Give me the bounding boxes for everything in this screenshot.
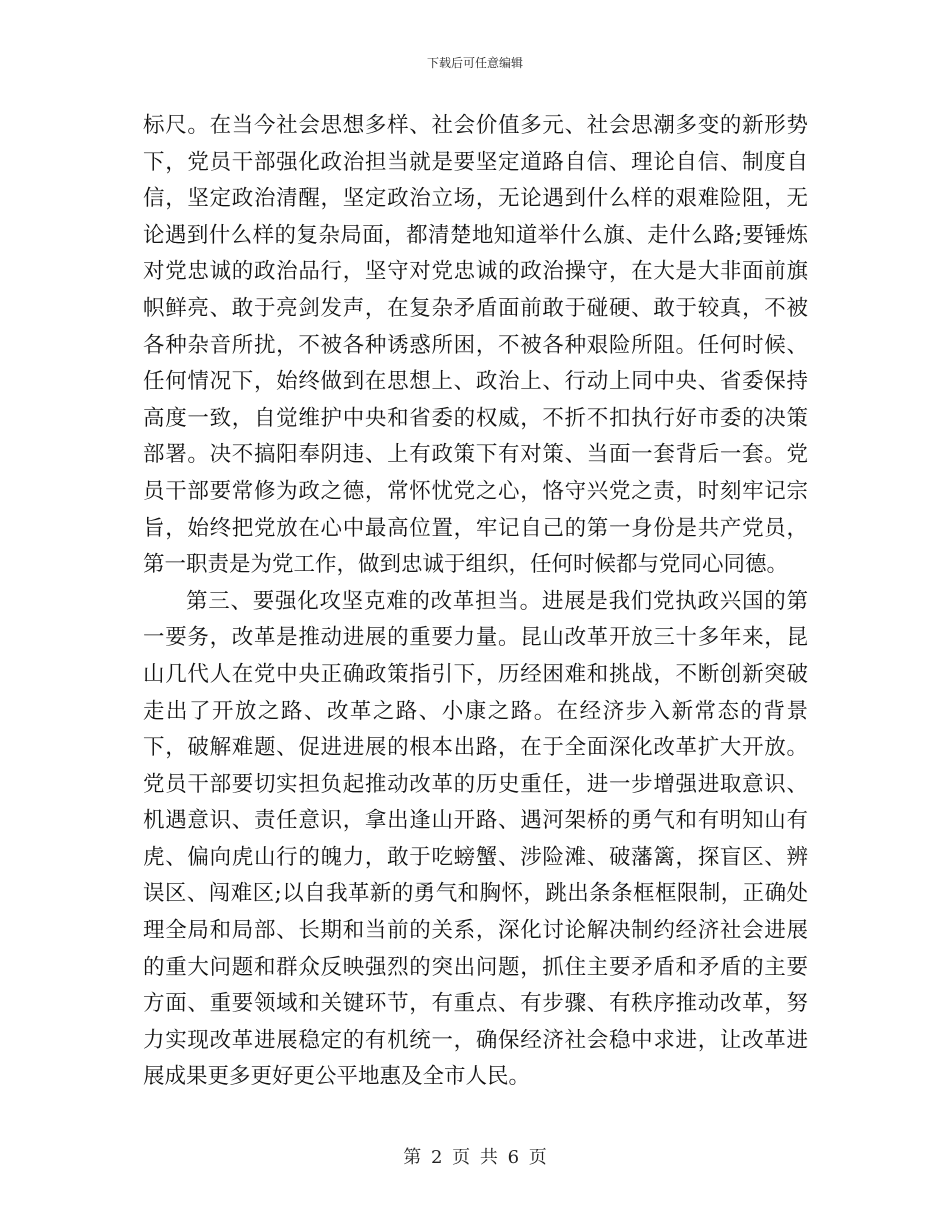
paragraph-third-point: 第三、要强化攻坚克难的改革担当。进展是我们党执政兴国的第一要务，改革是推动进展的重要力量。昆山改革开放三十多年来，昆山几代人在党中央正确政策指引下，历经困难和挑战，不断创新突破走出了开放之路、改革之路、小康之路。在经济步入新常态的背景下，破解难题、促进进展的根本出路，在于全面深化改革扩大开放。党员干部要切实担负起推动改革的历史重任，进一步增强进取意识、机遇意识、责任意识，拿出逢山开路、遇河架桥的勇气和有明知山有虎、偏向虎山行的魄力，敢于吃螃蟹、涉险滩、破藩篱，探盲区、辨误区、闯难区;以自我革新的勇气和胸怀，跳出条条框框限制，正确处理全局和局部、长期和当前的关系，深化讨论解决制约经济社会进展的重大问题和群众反映强烈的突出问题，抓住主要矛盾和矛盾的主要方面、重要领域和关键环节，有重点、有步骤、有秩序推动改革，努力实现改革进展稳定的有机统一，确保经济社会稳中求进，让改革进展成果更多更好更公平地惠及全市人民。 — [143, 588, 808, 1090]
paragraph-continued: 标尺。在当今社会思想多样、社会价值多元、社会思潮多变的新形势下，党员干部强化政治担当就是要坚定道路自信、理论自信、制度自信，坚定政治清醒，坚定政治立场，无论遇到什么样的艰难险阻，无论遇到什么样的复杂局面，都清楚地知道举什么旗、走什么路;要锤炼对党忠诚的政治品行，坚守对党忠诚的政治操守，在大是大非面前旗帜鲜亮、敢于亮剑发声，在复杂矛盾面前敢于碰硬、敢于较真，不被各种杂音所扰，不被各种诱惑所困，不被各种艰险所阻。任何时候、任何情况下，始终做到在思想上、政治上、行动上同中央、省委保持高度一致，自觉维护中央和省委的权威，不折不扣执行好市委的决策部署。决不搞阳奉阴违、上有政策下有对策、当面一套背后一套。党员干部要常修为政之德，常怀忧党之心，恪守兴党之责，时刻牢记宗旨，始终把党放在心中最高位置，牢记自己的第一身份是共产党员，第一职责是为党工作，做到忠诚于组织，任何时候都与党同心同德。 — [143, 113, 808, 578]
page-number-footer: 第 2 页 共 6 页 — [403, 1147, 547, 1168]
page-header: 下载后可任意编辑 — [426, 56, 523, 70]
document-body — [143, 108, 808, 1096]
